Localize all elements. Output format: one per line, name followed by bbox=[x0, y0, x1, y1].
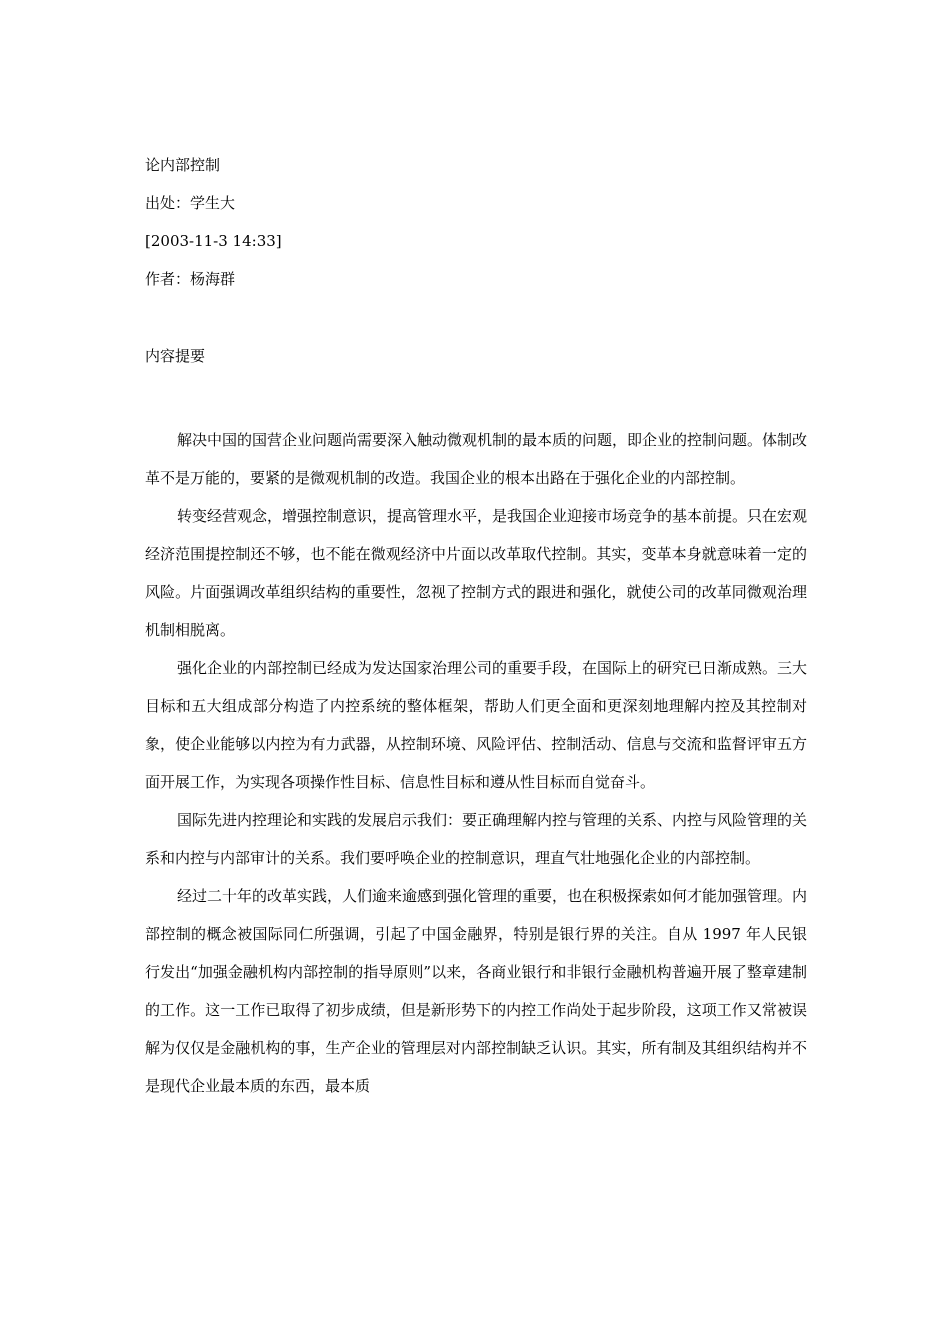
paragraph: 强化企业的内部控制已经成为发达国家治理公司的重要手段，在国际上的研究已日渐成熟。三大目标和五大组成部分构造了内控系统的整体框架，帮助人们更全面和更深刻地理解内控及其控制对象，使企业能够以内控为有力武器，从控制环境、风险评估、控制活动、信息与交流和监督评审五方面开展工作，为实现各项操作性目标、信息性目标和遵从性目标而自觉奋斗。 bbox=[145, 659, 808, 791]
paragraph: 经过二十年的改革实践，人们逾来逾感到强化管理的重要，也在积极探索如何才能加强管理。内部控制的概念被国际同仁所强调，引起了中国金融界，特别是银行界的关注。自从 1997 年人民银行发出“加强金融机构内部控制的指导原则”以来，各商业银行和非银行金融机构普遍开展了整章建制的工作。这一工作已取得了初步成绩，但是新形势下的内控工作尚处于起步阶段，这项工作又常被误解为仅仅是金融机构的事，生产企业的管理层对内部控制缺乏认识。其实，所有制及其组织结构并不是现代企业最本质的东西，最本质 bbox=[145, 887, 808, 1095]
paragraph: 国际先进内控理论和实践的发展启示我们：要正确理解内控与管理的关系、内控与风险管理的关系和内控与内部审计的关系。我们要呼唤企业的控制意识，理直气壮地强化企业的内部控制。 bbox=[145, 811, 808, 867]
document-source: 出处：学生大 bbox=[145, 194, 236, 212]
document-author: 作者：杨海群 bbox=[145, 270, 236, 288]
document-title: 论内部控制 bbox=[145, 156, 221, 174]
paragraph: 转变经营观念，增强控制意识，提高管理水平，是我国企业迎接市场竞争的基本前提。只在宏观经济范围提控制还不够，也不能在微观经济中片面以改革取代控制。其实，变革本身就意味着一定的风险。片面强调改革组织结构的重要性，忽视了控制方式的跟进和强化，就使公司的改革同微观治理机制相脱离。 bbox=[145, 507, 808, 639]
section-heading: 内容提要 bbox=[145, 347, 206, 365]
paragraph: 解决中国的国营企业问题尚需要深入触动微观机制的最本质的问题，即企业的控制问题。体制改革不是万能的，要紧的是微观机制的改造。我国企业的根本出路在于强化企业的内部控制。 bbox=[145, 431, 808, 487]
document-datetime: [2003-11-3 14:33] bbox=[145, 232, 282, 250]
document-body bbox=[145, 421, 807, 1105]
